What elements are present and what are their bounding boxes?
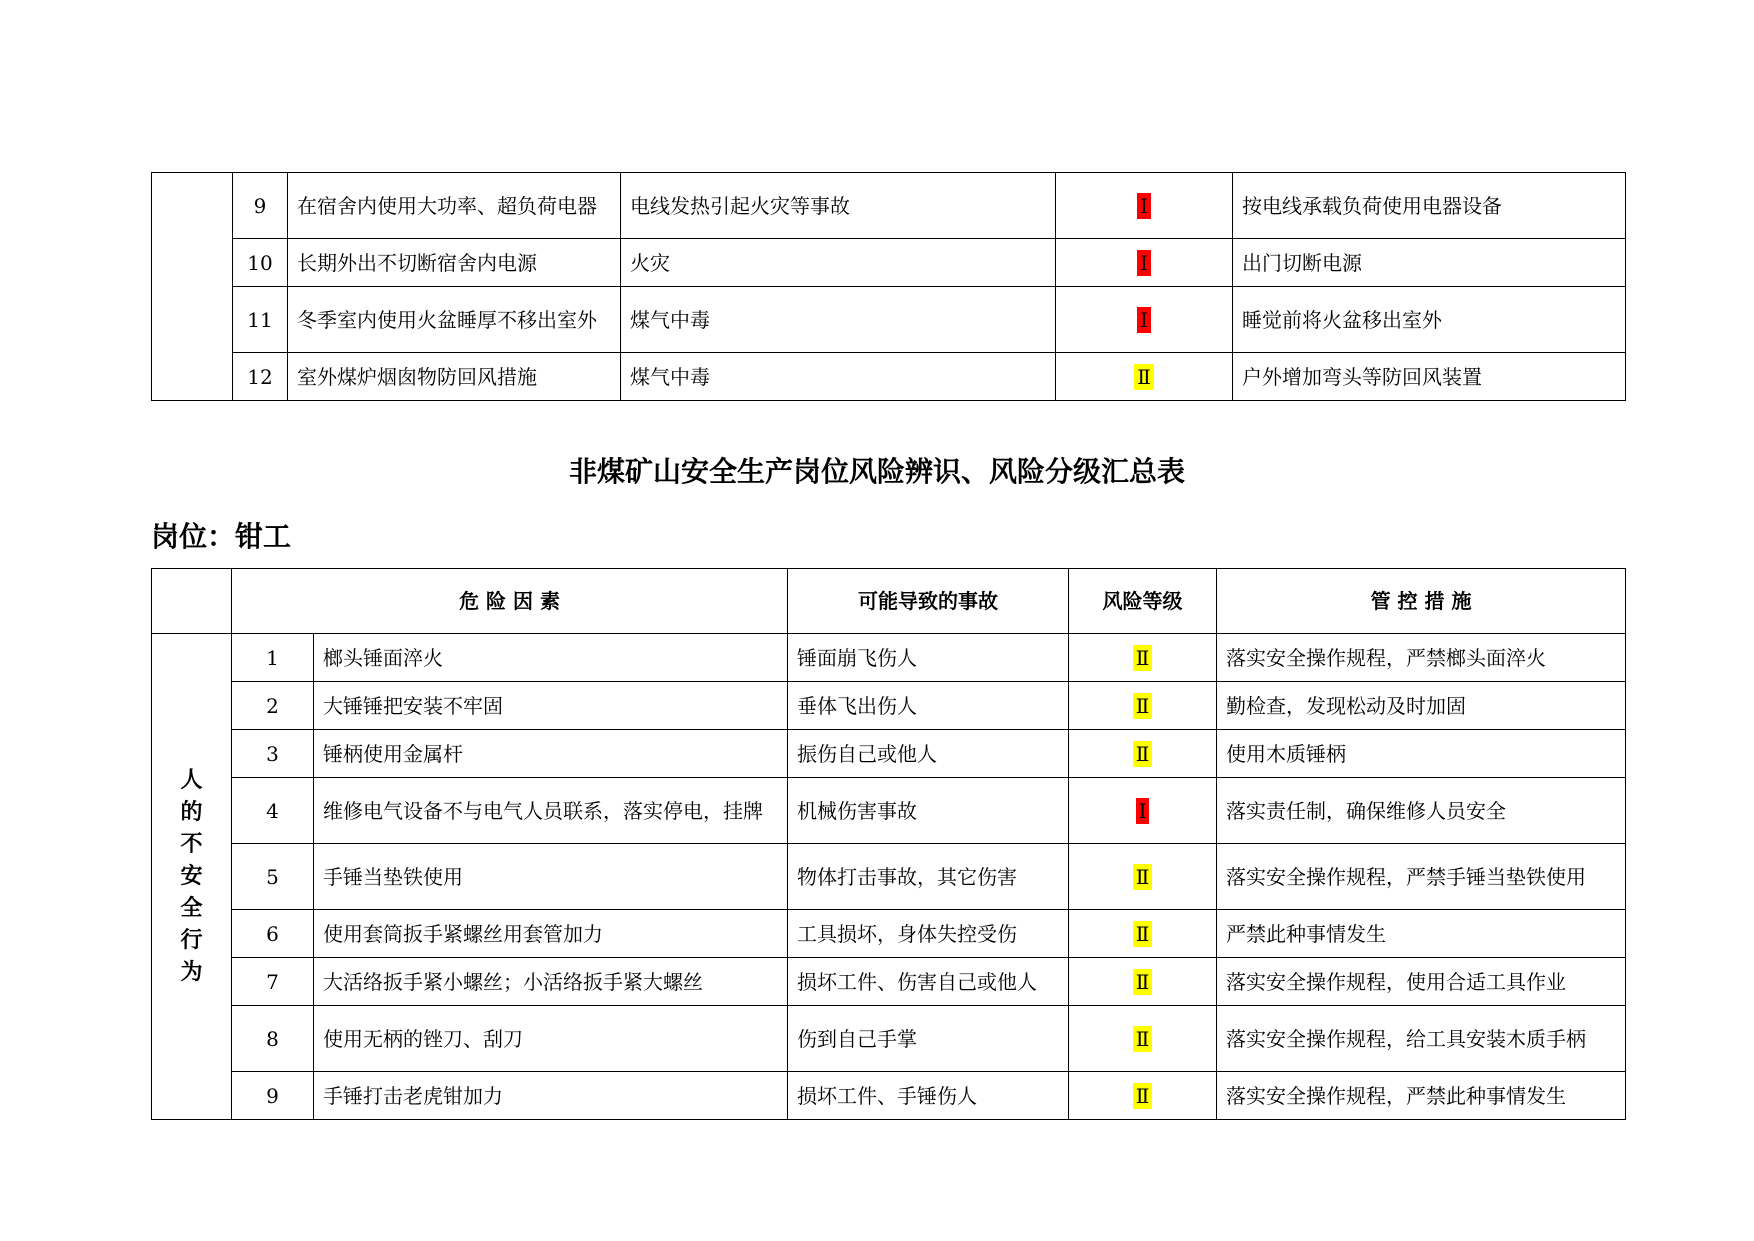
risk-level-badge: Ⅱ — [1134, 364, 1154, 390]
control-cell: 落实安全操作规程，使用合适工具作业 — [1217, 958, 1626, 1006]
row-number: 3 — [232, 730, 314, 778]
category-char: 全 — [180, 895, 203, 921]
row-number: 7 — [232, 958, 314, 1006]
accident-cell: 损坏工件、伤害自己或他人 — [788, 958, 1069, 1006]
page-title: 非煤矿山安全生产岗位风险辨识、风险分级汇总表 — [568, 455, 1185, 488]
hazard-cell: 长期外出不切断宿舍内电源 — [288, 239, 621, 287]
hazard-cell: 榔头锤面淬火 — [314, 634, 788, 682]
accident-cell: 振伤自己或他人 — [788, 730, 1069, 778]
risk-level-badge: Ⅰ — [1136, 798, 1150, 824]
risk-level-cell — [1069, 910, 1217, 958]
risk-level-badge: Ⅱ — [1133, 741, 1153, 767]
table-row — [152, 910, 1626, 958]
table-row — [152, 958, 1626, 1006]
header-category — [152, 569, 232, 634]
control-cell: 严禁此种事情发生 — [1217, 910, 1626, 958]
control-cell: 落实责任制，确保维修人员安全 — [1217, 778, 1626, 844]
risk-level-cell — [1069, 778, 1217, 844]
accident-cell: 物体打击事故，其它伤害 — [788, 844, 1069, 910]
risk-level-cell — [1069, 682, 1217, 730]
risk-level-badge: Ⅱ — [1133, 969, 1153, 995]
risk-level-badge: Ⅱ — [1133, 645, 1153, 671]
risk-level-cell — [1069, 1006, 1217, 1072]
accident-cell: 损坏工件、手锤伤人 — [788, 1072, 1069, 1120]
accident-cell: 火灾 — [621, 239, 1056, 287]
category-cell — [152, 173, 233, 401]
row-number: 5 — [232, 844, 314, 910]
risk-level-badge: Ⅰ — [1137, 193, 1151, 219]
category-char: 人 — [180, 767, 203, 793]
risk-level-badge: Ⅱ — [1133, 1026, 1153, 1052]
row-number: 9 — [233, 173, 288, 239]
risk-summary-table — [151, 568, 1626, 1120]
risk-level-badge: Ⅰ — [1137, 307, 1151, 333]
category-cell — [152, 634, 232, 1120]
row-number: 2 — [232, 682, 314, 730]
risk-level-cell — [1056, 173, 1233, 239]
table-row — [152, 1072, 1626, 1120]
hazard-cell: 室外煤炉烟囱物防回风措施 — [288, 353, 621, 401]
table-row — [152, 173, 1626, 239]
control-cell: 按电线承载负荷使用电器设备 — [1233, 173, 1626, 239]
row-number: 4 — [232, 778, 314, 844]
category-char: 行 — [180, 927, 203, 953]
control-cell: 户外增加弯头等防回风装置 — [1233, 353, 1626, 401]
risk-level-cell — [1056, 353, 1233, 401]
accident-cell: 机械伤害事故 — [788, 778, 1069, 844]
table-row — [152, 287, 1626, 353]
risk-level-cell — [1056, 239, 1233, 287]
post-label: 岗位：钳工 — [151, 520, 292, 553]
row-number: 11 — [233, 287, 288, 353]
risk-level-badge: Ⅱ — [1133, 1083, 1153, 1109]
risk-level-badge: Ⅰ — [1137, 250, 1151, 276]
row-number: 6 — [232, 910, 314, 958]
category-char: 为 — [180, 959, 203, 985]
risk-level-cell — [1069, 1072, 1217, 1120]
control-cell: 睡觉前将火盆移出室外 — [1233, 287, 1626, 353]
accident-cell: 垂体飞出伤人 — [788, 682, 1069, 730]
hazard-cell: 使用套筒扳手紧螺丝用套管加力 — [314, 910, 788, 958]
row-number: 9 — [232, 1072, 314, 1120]
table-row — [152, 682, 1626, 730]
table-row — [152, 239, 1626, 287]
control-cell: 落实安全操作规程，给工具安装木质手柄 — [1217, 1006, 1626, 1072]
risk-level-badge: Ⅱ — [1133, 693, 1153, 719]
hazard-cell: 在宿舍内使用大功率、超负荷电器 — [288, 173, 621, 239]
row-number: 1 — [232, 634, 314, 682]
hazard-cell: 手锤打击老虎钳加力 — [314, 1072, 788, 1120]
risk-level-cell — [1069, 634, 1217, 682]
table-row — [152, 730, 1626, 778]
risk-level-badge: Ⅱ — [1133, 864, 1153, 890]
category-char: 不 — [180, 831, 203, 857]
risk-level-badge: Ⅱ — [1133, 921, 1153, 947]
hazard-cell: 锤柄使用金属杆 — [314, 730, 788, 778]
hazard-cell: 手锤当垫铁使用 — [314, 844, 788, 910]
control-cell: 出门切断电源 — [1233, 239, 1626, 287]
continued-risk-table — [151, 172, 1626, 401]
hazard-cell: 维修电气设备不与电气人员联系，落实停电，挂牌 — [314, 778, 788, 844]
accident-cell: 煤气中毒 — [621, 353, 1056, 401]
row-number: 10 — [233, 239, 288, 287]
category-char: 安 — [180, 863, 203, 889]
risk-level-cell — [1056, 287, 1233, 353]
table-row — [152, 1006, 1626, 1072]
accident-cell: 伤到自己手掌 — [788, 1006, 1069, 1072]
control-cell: 落实安全操作规程，严禁榔头面淬火 — [1217, 634, 1626, 682]
header-hazard: 危 险 因 素 — [232, 569, 788, 634]
table-header-row — [152, 569, 1626, 634]
hazard-cell: 使用无柄的锉刀、刮刀 — [314, 1006, 788, 1072]
accident-cell: 工具损坏，身体失控受伤 — [788, 910, 1069, 958]
row-number: 12 — [233, 353, 288, 401]
control-cell: 落实安全操作规程，严禁此种事情发生 — [1217, 1072, 1626, 1120]
control-cell: 勤检查，发现松动及时加固 — [1217, 682, 1626, 730]
accident-cell: 电线发热引起火灾等事故 — [621, 173, 1056, 239]
table-row — [152, 634, 1626, 682]
accident-cell: 锤面崩飞伤人 — [788, 634, 1069, 682]
header-level: 风险等级 — [1069, 569, 1217, 634]
control-cell: 使用木质锤柄 — [1217, 730, 1626, 778]
header-control: 管 控 措 施 — [1217, 569, 1626, 634]
table-row — [152, 844, 1626, 910]
risk-level-cell — [1069, 844, 1217, 910]
table-row — [152, 778, 1626, 844]
risk-level-cell — [1069, 730, 1217, 778]
header-accident: 可能导致的事故 — [788, 569, 1069, 634]
hazard-cell: 冬季室内使用火盆睡厚不移出室外 — [288, 287, 621, 353]
accident-cell: 煤气中毒 — [621, 287, 1056, 353]
risk-level-cell — [1069, 958, 1217, 1006]
table-row — [152, 353, 1626, 401]
category-char: 的 — [180, 799, 203, 825]
hazard-cell: 大活络扳手紧小螺丝；小活络扳手紧大螺丝 — [314, 958, 788, 1006]
control-cell: 落实安全操作规程，严禁手锤当垫铁使用 — [1217, 844, 1626, 910]
hazard-cell: 大锤锤把安装不牢固 — [314, 682, 788, 730]
row-number: 8 — [232, 1006, 314, 1072]
